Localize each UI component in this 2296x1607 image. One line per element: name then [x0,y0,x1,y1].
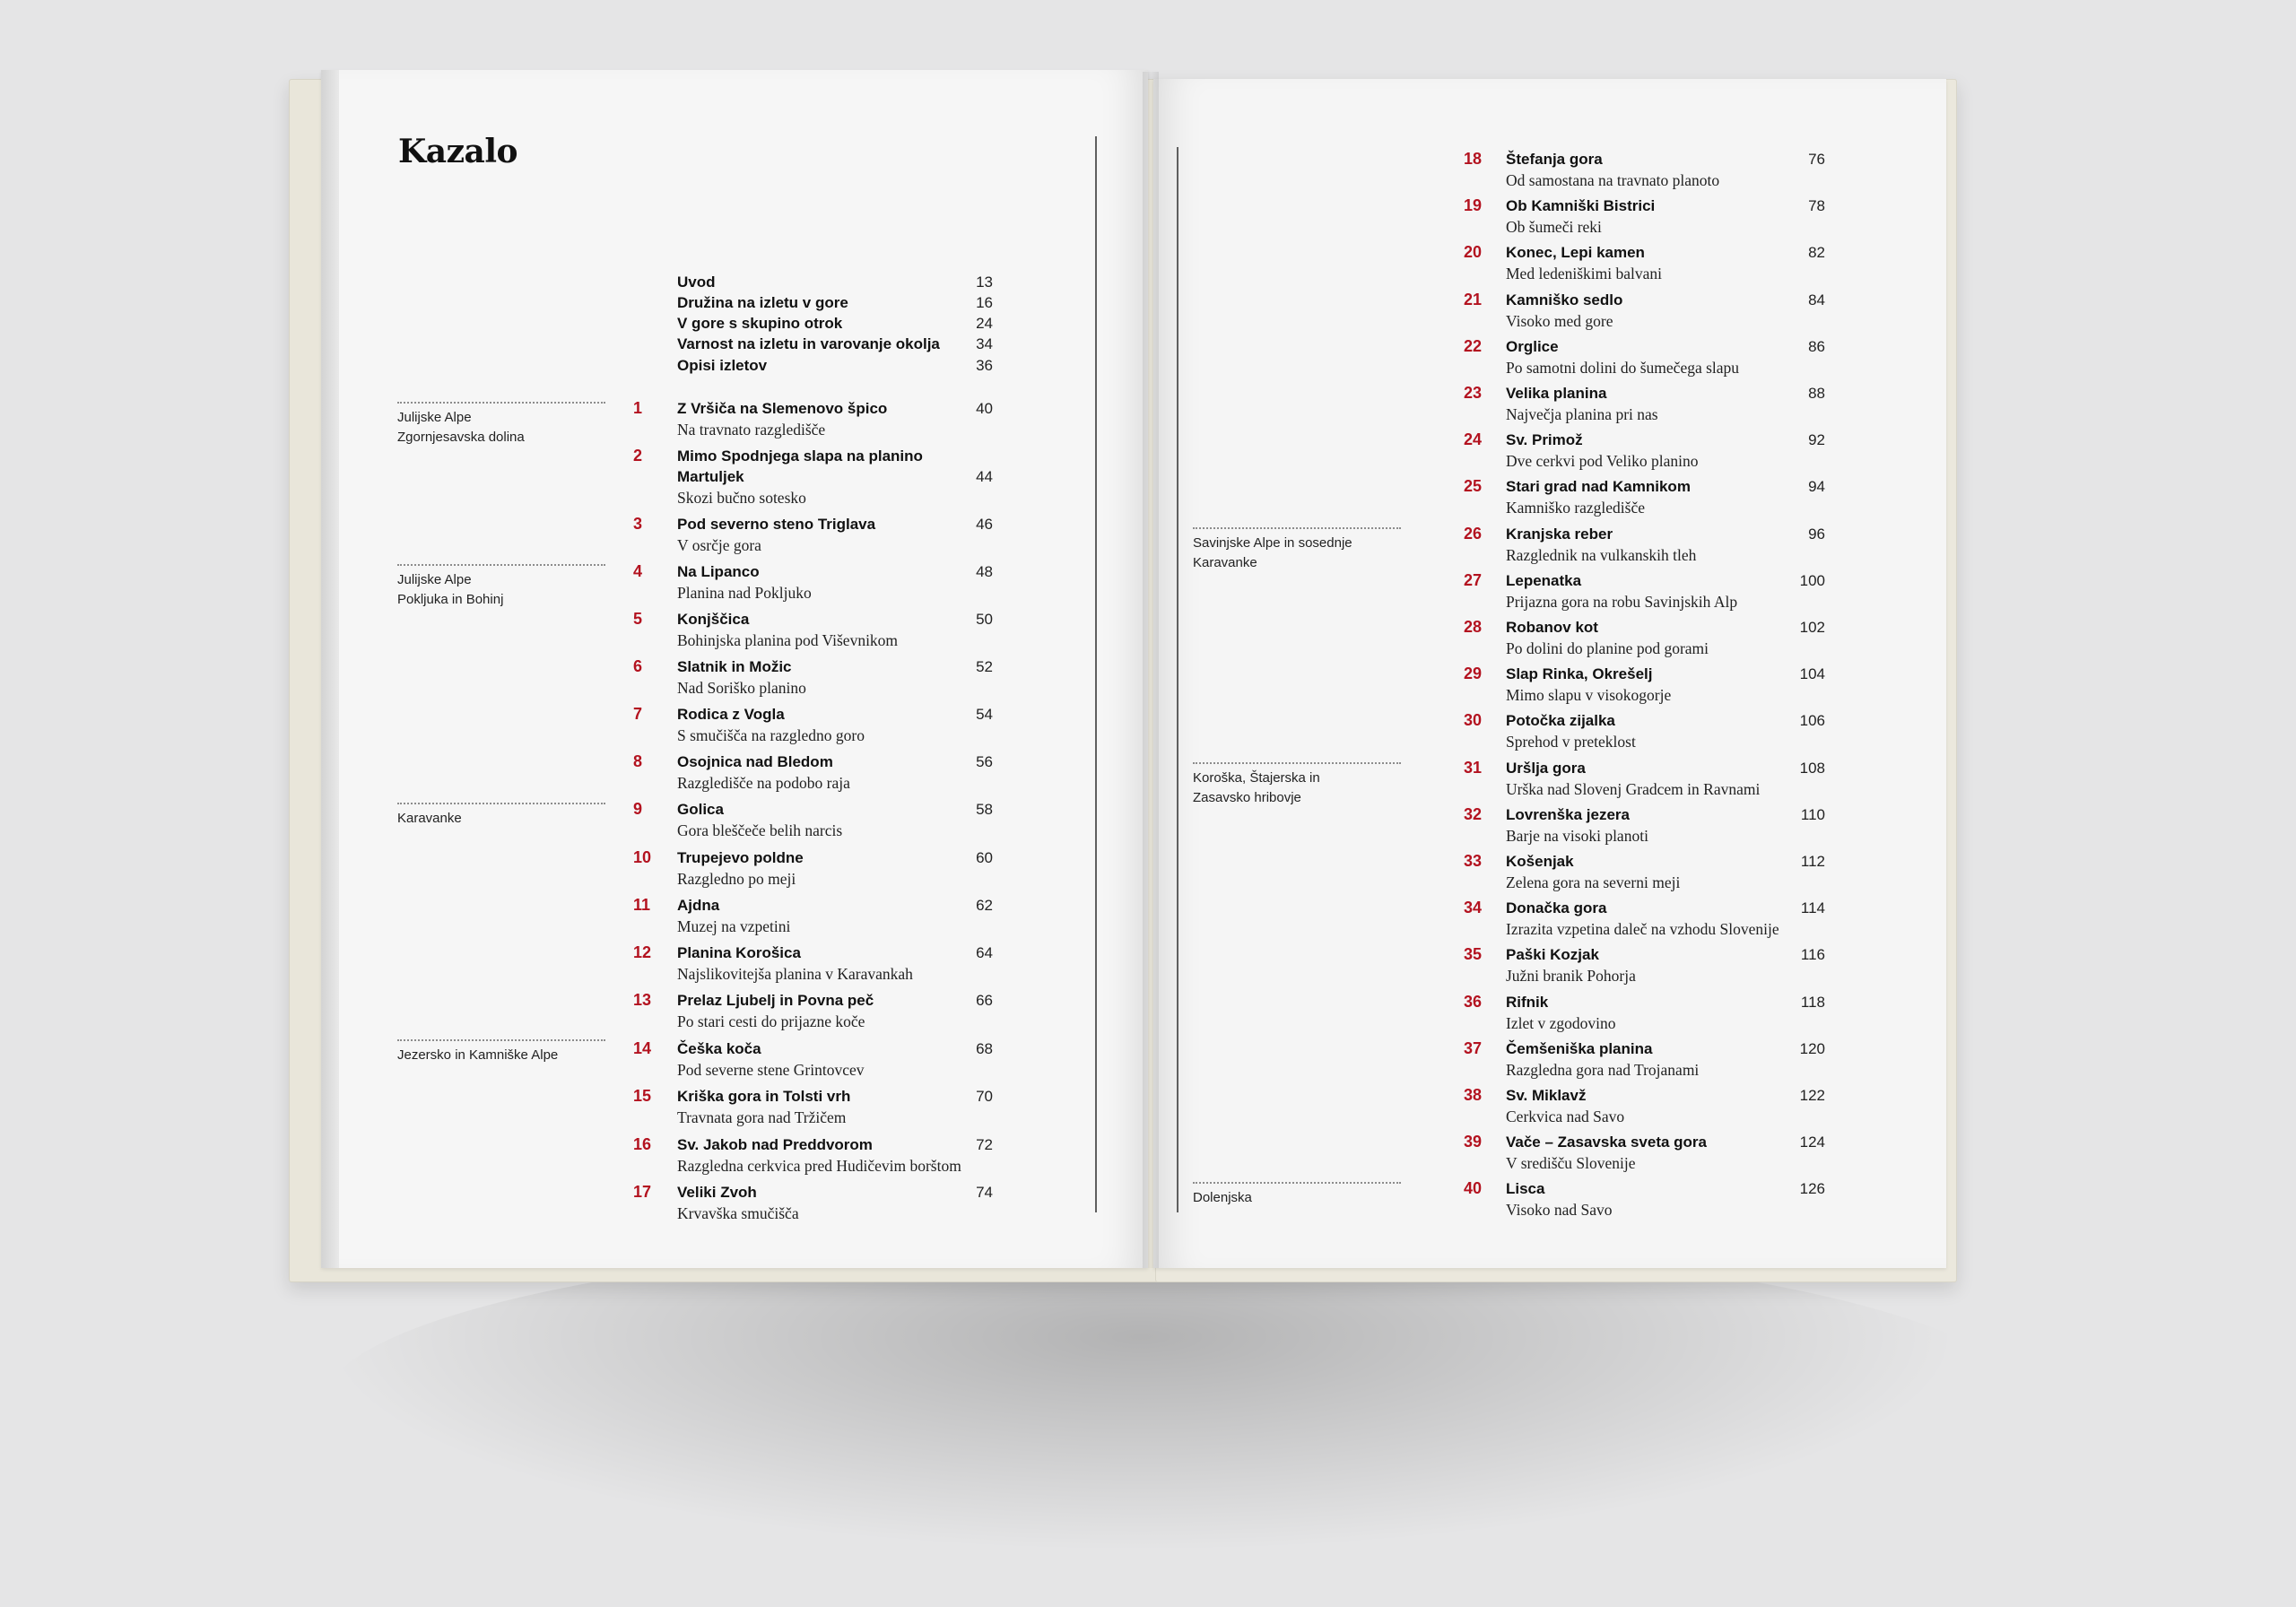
entry-subtitle: Pod severne stene Grintovcev [677,1061,865,1079]
entry-number: 23 [1464,384,1483,402]
entry-number: 8 [633,752,643,770]
entry-subtitle: Južni branik Pohorja [1506,967,1636,985]
left-page-rule [1095,136,1097,1212]
entry-number: 13 [633,991,652,1009]
entry-title: Velika planina [1506,385,1607,402]
entry-subtitle: Prijazna gora na robu Savinjskih Alp [1506,593,1738,611]
entry-title: Rifnik [1506,994,1549,1011]
entry-page: 94 [1808,478,1825,495]
entry-page: 114 [1800,899,1825,916]
entry-subtitle: Mimo slapu v visokogorje [1506,686,1672,704]
entry-number: 9 [633,800,643,818]
entry-number: 36 [1464,993,1483,1011]
entry-number: 15 [633,1087,652,1105]
entry-page: 48 [976,563,993,580]
entry-title: Orglice [1506,338,1559,355]
entry-page: 68 [976,1040,993,1057]
entry-number: 17 [633,1183,652,1201]
entry-subtitle: Krvavška smučišča [677,1204,799,1222]
entry-subtitle: Razgledna gora nad Trojanami [1506,1061,1700,1079]
entry-number: 19 [1464,196,1483,214]
intro-item-page: 24 [976,315,993,332]
entry-subtitle: Po dolini do planine pod gorami [1506,639,1709,657]
entry-subtitle: Visoko med gore [1506,312,1613,330]
entry-title: Sv. Miklavž [1506,1087,1587,1104]
entry-number: 35 [1464,945,1483,963]
entry-page: 88 [1808,385,1825,402]
entry-title: Konjščica [677,611,750,628]
entry-page: 92 [1808,431,1825,448]
entry-subtitle: Nad Soriško planino [677,679,806,697]
entry-number: 24 [1464,430,1483,448]
section-label: Jezersko in Kamniške Alpe [397,1047,559,1063]
entry-title: Mimo Spodnjega slapa na planino Martuljek [677,447,923,485]
entry-page: 64 [976,944,993,961]
entry-page: 72 [976,1136,993,1153]
entry-page: 96 [1808,526,1825,543]
entry-page: 116 [1800,946,1825,963]
entry-title: Na Lipanco [677,563,760,580]
entry-number: 32 [1464,805,1483,823]
entry-page: 70 [976,1088,993,1105]
intro-item-title: Opisi izletov [677,357,768,374]
entry-title: Štefanja gora [1506,151,1603,168]
entry-number: 27 [1464,571,1483,589]
entry-title: Konec, Lepi kamen [1506,244,1645,261]
entry-title: Kriška gora in Tolsti vrh [677,1088,851,1105]
entry-page: 118 [1800,994,1825,1011]
entry-title: Osojnica nad Bledom [677,753,833,770]
entry-title: Kranjska reber [1506,526,1613,543]
entry-subtitle: Kamniško razgledišče [1506,499,1646,517]
entry-subtitle: Najslikovitejša planina v Karavankah [677,965,913,983]
entry-number: 25 [1464,477,1483,495]
entry-title: Lepenatka [1506,572,1582,589]
entry-number: 11 [633,896,651,914]
section-label: Julijske Alpe Pokljuka in Bohinj [397,572,504,607]
intro-item-page: 13 [976,274,993,291]
entry-page: 106 [1799,712,1825,729]
entry-page: 40 [976,400,993,417]
entry-subtitle: Razgledna cerkvica pred Hudičevim borštom [677,1157,961,1175]
entry-number: 3 [633,515,643,533]
entry-number: 1 [633,399,643,417]
entry-page: 86 [1808,338,1825,355]
entry-number: 33 [1464,852,1483,870]
section-divider [1193,527,1401,529]
entry-number: 4 [633,562,643,580]
entry-title: Sv. Jakob nad Preddvorom [677,1136,873,1153]
entry-page: 102 [1799,619,1825,636]
entry-page: 126 [1799,1180,1825,1197]
entry-subtitle: V osrčje gora [677,536,761,554]
entry-title: Slatnik in Možic [677,658,792,675]
entry-title: Vače – Zasavska sveta gora [1506,1134,1707,1151]
entry-title: Ajdna [677,897,720,914]
entry-page: 50 [976,611,993,628]
intro-item-page: 16 [976,294,993,311]
entry-title: Trupejevo poldne [677,849,804,866]
entry-title: Uršlja gora [1506,760,1586,777]
section-label: Savinjske Alpe in sosednje Karavanke [1193,535,1352,570]
entry-page: 110 [1800,806,1825,823]
entry-page: 44 [976,468,993,485]
entry-subtitle: Skozi bučno sotesko [677,489,806,507]
entry-subtitle: S smučišča na razgledno goro [677,726,865,744]
entry-number: 16 [633,1135,652,1153]
intro-item-page: 36 [976,357,993,374]
entry-subtitle: Razgledišče na podobo raja [677,774,850,792]
entry-title: Z Vršiča na Slemenovo špico [677,400,888,417]
entry-subtitle: Zelena gora na severni meji [1506,873,1681,891]
entry-title: Robanov kot [1506,619,1598,636]
entry-page: 52 [976,658,993,675]
entry-title: Paški Kozjak [1506,946,1599,963]
entry-subtitle: Razglednik na vulkanskih tleh [1506,546,1697,564]
entry-title: Sv. Primož [1506,431,1583,448]
entry-title: Lovrenška jezera [1506,806,1630,823]
entry-number: 2 [633,447,643,465]
entry-page: 112 [1800,853,1825,870]
entry-title: Lisca [1506,1180,1545,1197]
entry-number: 10 [633,848,652,866]
entry-number: 39 [1464,1133,1483,1151]
page-title: Kazalo [398,133,518,170]
entry-subtitle: Dve cerkvi pod Veliko planino [1506,452,1699,470]
entry-number: 29 [1464,665,1483,682]
entry-page: 124 [1799,1134,1825,1151]
entry-page: 66 [976,992,993,1009]
section-divider [397,402,605,404]
entry-subtitle: Izlet v zgodovino [1506,1014,1616,1032]
entry-subtitle: Od samostana na travnato planoto [1506,171,1720,189]
section-divider [397,1039,605,1041]
entry-subtitle: Muzej na vzpetini [677,917,791,935]
entry-subtitle: Največja planina pri nas [1506,405,1658,423]
entry-subtitle: Cerkvica nad Savo [1506,1108,1625,1125]
entry-page: 58 [976,801,993,818]
entry-page: 62 [976,897,993,914]
entry-page: 120 [1799,1040,1825,1057]
entry-page: 74 [976,1184,993,1201]
entry-page: 54 [976,706,993,723]
entry-title: Rodica z Vogla [677,706,785,723]
section-divider [1193,762,1401,764]
entry-subtitle: Bohinjska planina pod Viševnikom [677,631,899,649]
entry-subtitle: Po stari cesti do prijazne koče [677,1012,865,1030]
entry-number: 40 [1464,1179,1483,1197]
entry-page: 76 [1808,151,1825,168]
entry-title: Prelaz Ljubelj in Povna peč [677,992,874,1009]
entry-title: Donačka gora [1506,899,1607,916]
entry-subtitle: Po samotni dolini do šumečega slapu [1506,359,1740,377]
entry-title: Češka koča [677,1040,761,1057]
entry-page: 46 [976,516,993,533]
entry-page: 104 [1799,665,1825,682]
entry-number: 20 [1464,243,1483,261]
section-divider [1193,1182,1401,1184]
entry-subtitle: Visoko nad Savo [1506,1201,1613,1219]
entry-page: 82 [1808,244,1825,261]
entry-title: Veliki Zvoh [677,1184,757,1201]
entry-subtitle: Sprehod v preteklost [1506,733,1636,751]
entry-number: 26 [1464,525,1483,543]
entry-subtitle: Ob šumeči reki [1506,218,1602,236]
section-divider [397,803,605,804]
entry-number: 5 [633,610,643,628]
entry-title: Potočka zijalka [1506,712,1615,729]
entry-subtitle: Izrazita vzpetina daleč na vzhodu Slovenije [1506,920,1779,938]
section-divider [397,564,605,566]
entry-page: 56 [976,753,993,770]
entry-title: Golica [677,801,724,818]
entry-subtitle: Na travnato razgledišče [677,421,826,439]
intro-item-title: Družina na izletu v gore [677,294,848,311]
entry-number: 21 [1464,291,1483,308]
entry-subtitle: Urška nad Slovenj Gradcem in Ravnami [1506,780,1761,798]
entry-subtitle: Travnata gora nad Tržičem [677,1108,847,1126]
entry-title: Slap Rinka, Okrešelj [1506,665,1653,682]
entry-title: Čemšeniška planina [1506,1040,1653,1057]
entry-page: 122 [1799,1087,1825,1104]
entry-number: 7 [633,705,643,723]
entry-subtitle: Razgledno po meji [677,870,796,888]
entry-title: Pod severno steno Triglava [677,516,876,533]
section-label: Dolenjska [1193,1190,1252,1205]
section-label: Koroška, Štajerska in Zasavsko hribovje [1193,770,1320,805]
book-gutter [1143,72,1159,1268]
entry-subtitle: V središču Slovenije [1506,1154,1636,1172]
entry-title: Košenjak [1506,853,1574,870]
entry-title: Planina Korošica [677,944,801,961]
entry-number: 22 [1464,337,1483,355]
section-label: Karavanke [397,811,462,826]
entry-number: 18 [1464,150,1483,168]
entry-page: 78 [1808,197,1825,214]
entry-page: 60 [976,849,993,866]
entry-page: 84 [1808,291,1825,308]
entry-number: 6 [633,657,643,675]
entry-number: 38 [1464,1086,1483,1104]
book-shadow [323,1238,2027,1569]
intro-item-title: Varnost na izletu in varovanje okolja [677,335,940,352]
intro-item-title: V gore s skupino otrok [677,315,843,332]
intro-item-title: Uvod [677,274,716,291]
entry-number: 31 [1464,759,1483,777]
entry-page: 108 [1799,760,1825,777]
entry-number: 30 [1464,711,1483,729]
entry-number: 34 [1464,899,1483,916]
entry-page: 100 [1799,572,1825,589]
entry-subtitle: Planina nad Pokljuko [677,584,812,602]
entry-number: 14 [633,1039,652,1057]
entry-subtitle: Gora bleščeče belih narcis [677,821,843,839]
right-page-rule [1177,147,1178,1212]
entry-subtitle: Barje na visoki planoti [1506,827,1648,845]
entry-title: Ob Kamniški Bistrici [1506,197,1656,214]
entry-title: Kamniško sedlo [1506,291,1623,308]
entry-number: 37 [1464,1039,1483,1057]
entry-subtitle: Med ledeniškimi balvani [1506,265,1662,282]
entry-number: 28 [1464,618,1483,636]
intro-item-page: 34 [976,335,993,352]
entry-number: 12 [633,943,652,961]
section-label: Julijske Alpe Zgornjesavska dolina [397,410,525,445]
entry-title: Stari grad nad Kamnikom [1506,478,1691,495]
